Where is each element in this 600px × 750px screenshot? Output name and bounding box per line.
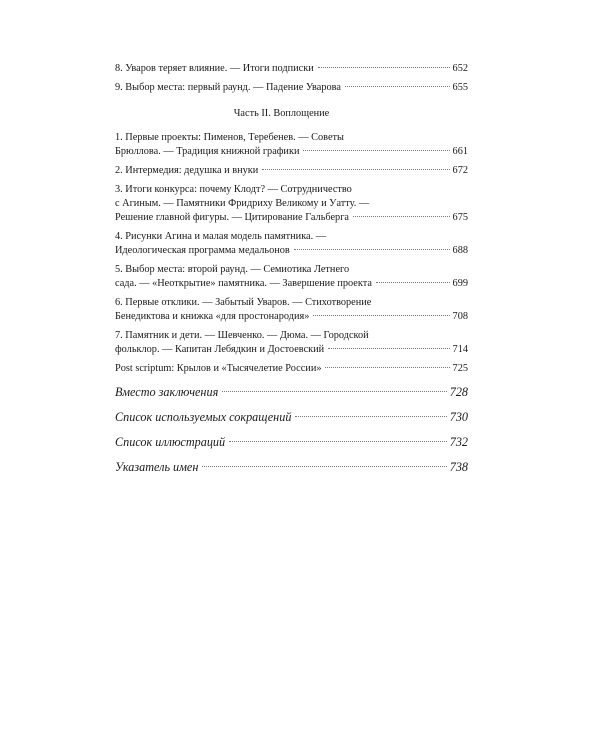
entries-before-part	[115, 62, 468, 95]
dot-leader	[345, 86, 450, 87]
toc-entry-line	[115, 459, 468, 476]
dot-leader	[262, 169, 449, 170]
toc-entry-line	[115, 277, 468, 291]
toc-entry-text: 2. Интермедия: дедушка и внуки	[115, 165, 259, 176]
toc-entry-text: 3. Итоги конкурса: почему Клодт? — Сотрудничество	[115, 184, 352, 195]
dot-leader	[294, 249, 450, 250]
toc-entry-line	[115, 62, 468, 76]
toc-entry-line	[115, 310, 468, 324]
toc-entry[interactable]	[115, 296, 468, 324]
dot-leader	[318, 67, 450, 68]
toc-page-number: 675	[452, 212, 468, 223]
toc-entry[interactable]	[115, 183, 468, 225]
toc-entry-line	[115, 296, 468, 310]
toc-entry-line	[115, 263, 468, 277]
toc-page-number: 732	[449, 435, 468, 449]
toc-entry-text: Брюллова. — Традиция книжной графики	[115, 146, 300, 157]
dot-leader	[376, 282, 450, 283]
toc-major-title: Указатель имен	[115, 460, 199, 474]
toc-major-entry[interactable]	[115, 459, 468, 476]
toc-entry[interactable]	[115, 62, 468, 76]
toc-entry-line	[115, 409, 468, 426]
toc-entry-line	[115, 343, 468, 357]
toc-entry[interactable]	[115, 362, 468, 376]
dot-leader	[328, 348, 449, 349]
toc-major-entry[interactable]	[115, 434, 468, 451]
dot-leader	[222, 391, 446, 392]
toc-entry-text: 5. Выбор места: второй раунд. — Семиотика Летнего	[115, 264, 350, 275]
entries-part-two	[115, 131, 468, 376]
toc-major-entry[interactable]	[115, 409, 468, 426]
toc-entry-text: Бенедиктова и книжка «для простонародия»	[115, 311, 310, 322]
toc-entry-line	[115, 362, 468, 376]
part-heading: Часть II. Воплощение	[233, 108, 330, 119]
toc-entry-line	[115, 145, 468, 159]
toc-entry-line	[115, 384, 468, 401]
toc-entry[interactable]	[115, 230, 468, 258]
dot-leader	[353, 216, 450, 217]
dot-leader	[229, 441, 447, 442]
toc-entry-line	[115, 183, 468, 197]
toc-page-number: 738	[449, 460, 468, 474]
toc-entry[interactable]	[115, 131, 468, 159]
toc-entry-text: 9. Выбор места: первый раунд. — Падение Уварова	[115, 82, 341, 93]
toc-entry-text: сада. — «Неоткрытие» памятника. — Завершение проекта	[115, 278, 372, 289]
toc-page-number: 714	[452, 344, 468, 355]
toc-entry-text: с Агиным. — Памятники Фридриху Великому и Уатту. —	[115, 198, 370, 209]
toc-page-number: 699	[452, 278, 468, 289]
toc-entry[interactable]	[115, 81, 468, 95]
toc-page-number: 728	[449, 385, 468, 399]
toc-page-number: 725	[452, 363, 468, 374]
toc-major-title: Список иллюстраций	[115, 435, 226, 449]
toc-entry-text: 4. Рисунки Агина и малая модель памятника. —	[115, 231, 327, 242]
toc-entry[interactable]	[115, 263, 468, 291]
toc-entry-text: 6. Первые отклики. — Забытый Уваров. — Стихотворение	[115, 297, 372, 308]
toc-page-number: 672	[452, 165, 468, 176]
toc-page-number: 661	[452, 146, 468, 157]
dot-leader	[313, 315, 449, 316]
toc-entry-line	[115, 230, 468, 244]
toc-page-number: 652	[452, 63, 468, 74]
table-of-contents	[115, 62, 468, 480]
toc-entry-line	[115, 244, 468, 258]
dot-leader	[325, 367, 449, 368]
toc-entry-text: 8. Уваров теряет влияние. — Итоги подписки	[115, 63, 314, 74]
toc-entry-line	[115, 329, 468, 343]
toc-major-title: Вместо заключения	[115, 385, 219, 399]
toc-entry-line	[115, 164, 468, 178]
toc-entry-text: 7. Памятник и дети. — Шевченко. — Дюма. — Городской	[115, 330, 369, 341]
toc-entry-text: Решение главной фигуры. — Цитирование Гальберга	[115, 212, 350, 223]
toc-entry[interactable]	[115, 329, 468, 357]
toc-page-number: 708	[452, 311, 468, 322]
toc-entry-line	[115, 434, 468, 451]
toc-entry-text: Post scriptum: Крылов и «Тысячелетие России»	[115, 363, 322, 374]
toc-major-title: Список используемых сокращений	[115, 410, 292, 424]
toc-entry-text: фольклор. — Капитан Лебядкин и Достоевский	[115, 344, 325, 355]
toc-entry[interactable]	[115, 164, 468, 178]
major-entries	[115, 384, 468, 476]
toc-page-number: 730	[449, 410, 468, 424]
toc-entry-text: Идеологическая программа медальонов	[115, 245, 290, 256]
toc-entry-line	[115, 131, 468, 145]
dot-leader	[303, 150, 449, 151]
toc-entry-text: 1. Первые проекты: Пименов, Теребенев. — Советы	[115, 132, 344, 143]
toc-page-number: 655	[452, 82, 468, 93]
dot-leader	[202, 466, 446, 467]
toc-major-entry[interactable]	[115, 384, 468, 401]
toc-entry-line	[115, 81, 468, 95]
toc-entry-line	[115, 211, 468, 225]
dot-leader	[295, 416, 446, 417]
toc-entry-line	[115, 197, 468, 211]
toc-page-number: 688	[452, 245, 468, 256]
